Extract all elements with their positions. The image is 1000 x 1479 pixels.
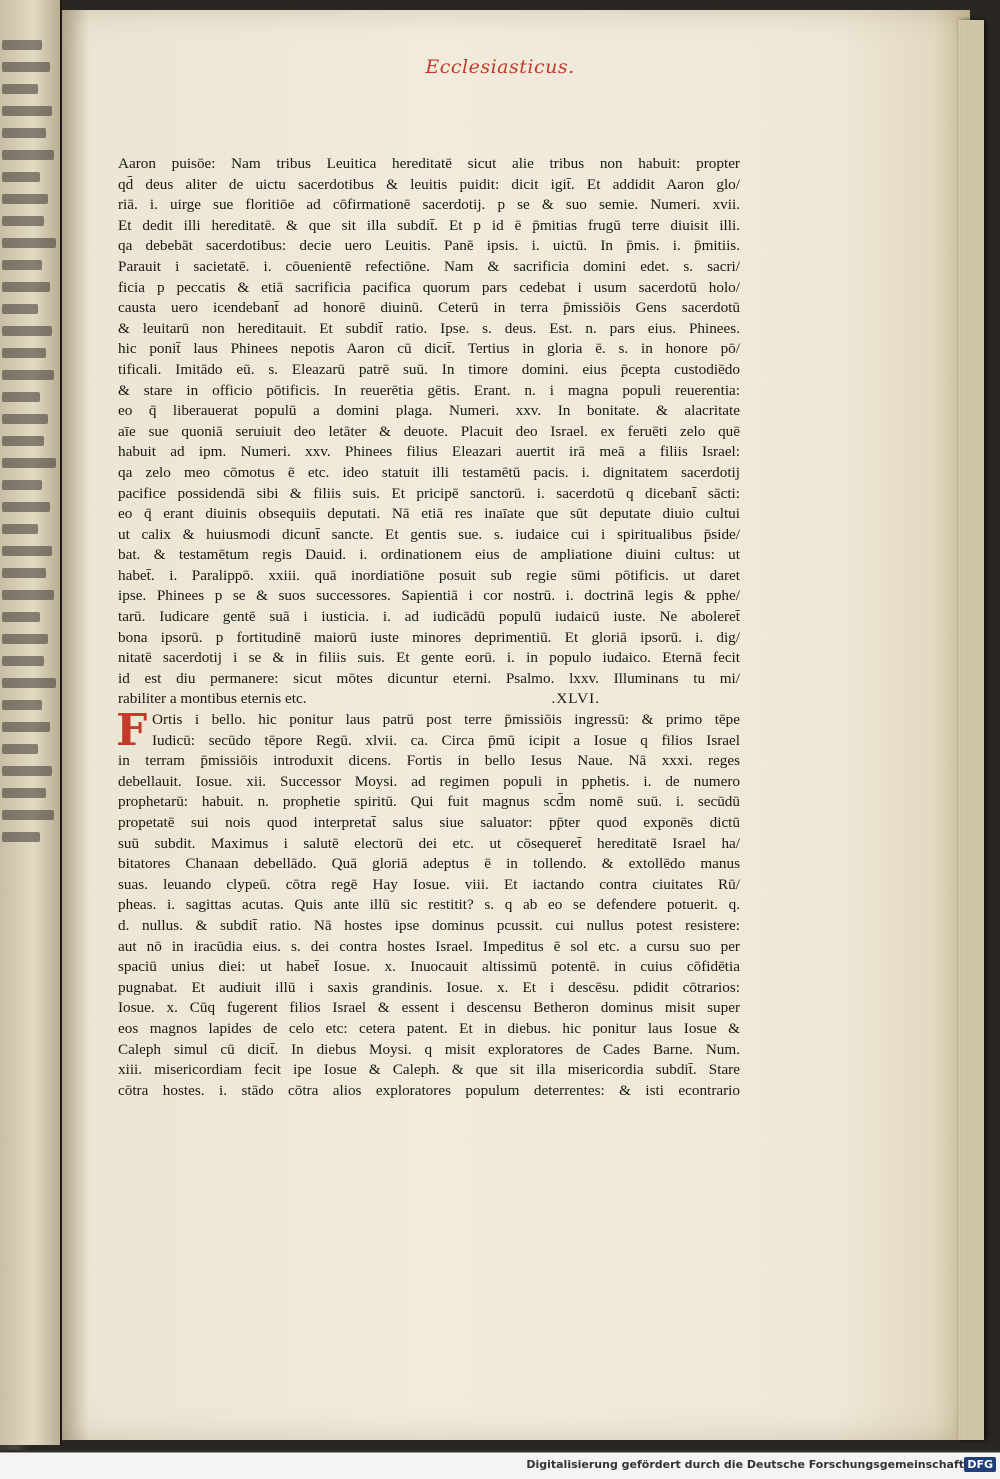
text-line: Iudicū: secūdo tēpore Regū. xlvii. ca. Circa p̄mū icipit a Iosue q filios Israel [152, 731, 740, 749]
text-line: suas. leuando clypeū. cōtra regē Hay Iosue. viii. Et iactando contra ciuitates Rū/ [118, 875, 740, 893]
text-line: id est diu permanere: sicut mōtes dicuntur eterni. Psalmo. lxxv. Illuminans tu mi/ [118, 669, 740, 687]
text-line: ficia p peccatis & etiā sacrificia pacifica quorum pars cedebat i usum sacerdotū holo/ [118, 278, 740, 296]
text-line: Et dedit illi hereditatē. & que sit illa subdit̄. Et p id ē p̄mitias frugū terre diuisit illi. [118, 216, 740, 234]
funding-credit: Digitalisierung gefördert durch die Deutsche Forschungsgemeinschaft [526, 1458, 964, 1471]
text-line: tarū. Iudicare gentē suā i iusticia. i. ad iudicādū populū iudaicū iuste. Ne aboleret̄ [118, 608, 740, 626]
commentary-paragraph-2 [116, 705, 740, 1101]
text-line: ut calix & huiusmodi dicunt̄ sancte. Et gentis sue. s. iudaice cui i spiritualibus p̄side/ [118, 525, 740, 543]
text-line: qd̄ deus aliter de uictu sacerdotibus & leuitis puidit: dicit igit̄. Et addidit Aaron glo/ [118, 175, 740, 193]
text-line: pheas. i. sagittas acutas. Quis ante illū sic restitit? s. q ab eo se defendere potuerit. q. [118, 896, 740, 914]
text-line: Iosue. x. Cūq fugerent filios Israel & essent i descensu Betheron dominus misit super [118, 999, 740, 1017]
text-line: ipse. Phinees p se & suos successores. Sapientiā i cor nostrū. i. doctrinā legis & pphe/ [118, 587, 740, 605]
text-block [118, 154, 740, 1101]
text-line: aīe sue quoniā seruiuit deo letāter & deuote. Placuit deo Israel. ex feruēti zelo quē [118, 422, 740, 440]
text-line: bat. & testamētum regis Dauid. i. ordinationem eius de ampliatione diuini cultus: ut [118, 546, 740, 564]
text-line: bitatores Chanaan debellādo. Quā gloriā adeptus ē in tollendo. & extollēdo manus [118, 855, 740, 873]
text-line: propetatē sui nois quod interpretat̄ salus siue saluator: pp̄ter quod exponēs dictū [118, 814, 740, 831]
chapter-heading-line [118, 689, 740, 710]
text-line: habuit ad ipm. Numeri. xxv. Phinees filius Eleazari auertit irā meā a filiis Israel: [118, 443, 740, 461]
page-edge-stack [958, 20, 984, 1440]
text-line: eo q̄ liberauerat populū a domini plaga. Numeri. xxv. In bonitate. & alacritate [118, 402, 740, 420]
paragraph-2-lines [116, 705, 740, 1101]
text-line: hic ponit̄ laus Phinees nepotis Aaron cū dicit̄. Tertius in gloria ē. s. in honore pō/ [118, 340, 740, 358]
text-line: & stare in officio pōtificis. In reuerētia gētis. Erant. n. i magna populi reuerentia: [118, 381, 740, 399]
footer-bar [0, 1452, 1000, 1479]
text-line: Caleph simul cū dicit̄. In diebus Moysi. q misit exploratores de Cades Barne. Num. [118, 1040, 740, 1058]
drop-cap-initial: F [116, 705, 148, 757]
running-head: Ecclesiasticus. [425, 56, 575, 78]
text-line: xiii. misericordiam fecit ipe Iosue & Caleph. & que sit illa misericordia subdit̄. Stare [118, 1061, 740, 1079]
text-line: d. nullus. & subdit̄ ratio. Nā hostes ipse dominus pcussit. cui nullus potest resistere: [118, 916, 740, 934]
text-line: debellauit. Iosue. xii. Successor Moysi. ad regimen populi in pphetis. i. de numero [118, 772, 740, 790]
text-line: & leuitarū non hereditauit. Et subdit̄ ratio. Ipse. s. deus. Est. n. pars eius. Phinees. [118, 319, 740, 337]
text-line: spaciū unius diei: ut habet̄ Iosue. x. Inuocauit altissimū potentē. in cuius cōfidētia [118, 958, 740, 976]
text-line: prophetarū: habuit. n. prophetie spiritū. Qui fuit magnus scd̄m nomē suū. i. secūdū [118, 793, 740, 811]
chapter-number: .XLVI. [551, 690, 600, 708]
text-line: qa zelo meo cōmotus ē etc. ideo statuit illi testamētū pacis. i. dignitatem sacerdotij [118, 463, 740, 481]
text-line: pugnabat. Et audiuit illū i saxis grandinis. Iosue. x. Et i descēsu. pdidit cōtrarios: [118, 978, 740, 996]
dfg-logo: DFG [964, 1457, 996, 1472]
commentary-paragraph-1 [118, 154, 740, 689]
text-line: Aaron puisōe: Nam tribus Leuitica hereditatē sicut alie tribus non habuit: propter [118, 155, 740, 172]
text-line: cōtra hostes. i. stādo cōtra alios exploratores populum deterrentes: & isti econtrario [118, 1081, 740, 1099]
text-line: Ortis i bello. hic ponitur laus patrū post terre p̄missiōis ingressū: & primo tēpe [152, 711, 740, 729]
text-line: nitatē sacerdotij i se & in filiis suis. Et gente eorū. i. in populo iudaico. Eternā fecit [118, 649, 740, 667]
text-line: aut nō in iracūdia eius. s. dei contra hostes Israel. Impeditus ē sol etc. a cursu suo per [118, 937, 740, 955]
text-line: bona ipsorū. p fortitudinē maiorū iuste minores deprimentiū. Et gloriā ipsorū. i. dig/ [118, 628, 740, 646]
text-line: pacifice possidendā sibi & filiis suis. Et pricipē sanctorū. i. sacerdotū q dicebant̄ sācti: [118, 484, 740, 502]
text-line: eos magnos lapides de celo etc: cetera patent. Et in diebus. hic ponitur laus Iosue & [118, 1019, 740, 1037]
text-line: habet̄. i. Paralippō. xxiii. quā inordiatiōne posuit sub regie sūmi pōtificis. ut daret [118, 566, 740, 584]
text-line: causta uero icendebant̄ ad honorē diuinū. Ceterū in terra p̄missiōis Gens sacerdotū [118, 299, 740, 317]
text-line: suū subdit. Maximus i salutē electorū dei etc. ut cōsequeret̄ hereditatē Israel ha/ [118, 834, 740, 852]
text-line: tificali. Imitādo eū. s. Eleazarū patrē suū. In timore domini. eius p̄cepta custodiēdo [118, 360, 740, 378]
text-line: eo q̄ erant diuinis obsequiis deputati. Nā etiā res inaīate que sūt deputate diuio cultui [118, 505, 740, 523]
paragraph-1-last-line: rabiliter a montibus eternis etc. [118, 690, 307, 708]
text-line: riā. i. uirge sue floritiōe ad cōfirmationē sacerdotij. p se & suo semie. Numeri. xvii. [118, 196, 740, 214]
text-line: qa debebāt sacerdotibus: decie uero Leuitis. Panē ipsis. i. uictū. In p̄mis. i. p̄mitiis. [118, 237, 740, 255]
text-line: in terram p̄missiōis introduxit dicens. Fortis in bello Iesus Naue. Nā xxxi. reges [118, 752, 740, 770]
adjacent-page-margin [0, 0, 62, 1445]
text-line: Parauit i sacietatē. i. cōuenientē refectiōne. Nam & sacrificia domini edet. s. sacri/ [118, 257, 740, 275]
